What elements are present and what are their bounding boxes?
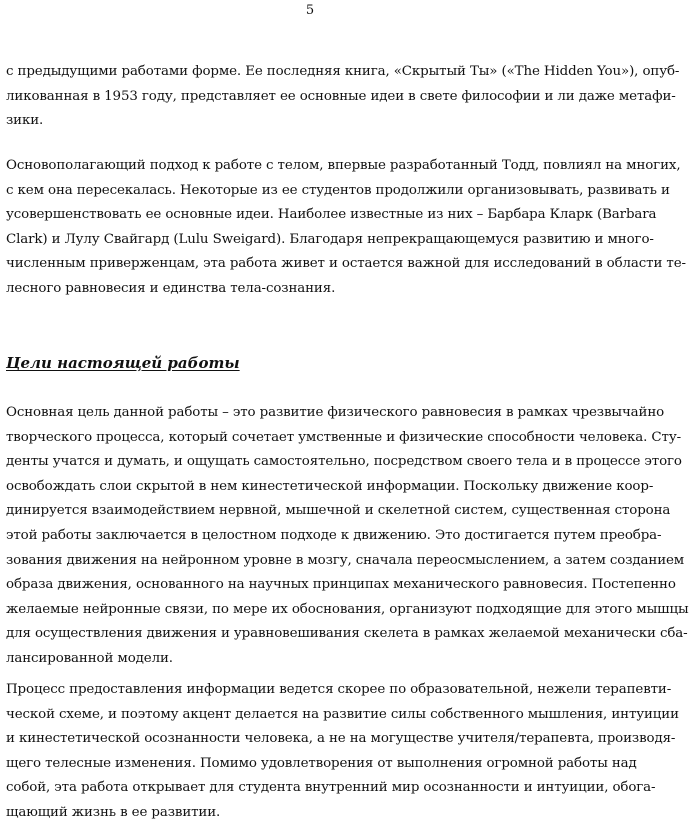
text-line: с кем она пересекалась. Некоторые из ее студентов продолжили организовывать, развивать и xyxy=(6,182,670,198)
section-heading: Цели настоящей работы xyxy=(6,354,240,372)
text-line: освобождать слои скрытой в нем кинестетической информации. Поскольку движение коор- xyxy=(6,478,654,494)
text-line: зования движения на нейронном уровне в мозгу, сначала переосмыслением, а затем созданием xyxy=(6,552,685,568)
text-line: щающий жизнь в ее развитии. xyxy=(6,804,221,820)
text-line: щего телесные изменения. Помимо удовлетворения от выполнения огромной работы над xyxy=(6,755,637,771)
text-line: усовершенствовать ее основные идеи. Наиболее известные из них – Барбара Кларк (Barbara xyxy=(6,207,657,223)
paragraph-4 xyxy=(6,678,679,826)
text-line: для осуществления движения и уравновешивания скелета в рамках желаемой механически сба- xyxy=(6,626,688,642)
text-line: творческого процесса, который сочетает умственные и физические способности человека. Сту- xyxy=(6,429,682,445)
text-line: ликованная в 1953 году, представляет ее основные идеи в свете философии и ли даже метафи- xyxy=(6,88,676,104)
text-line: этой работы заключается в целостном подходе к движению. Это достигается путем преобра- xyxy=(6,527,662,543)
paragraph-2 xyxy=(6,154,686,302)
text-line: ческой схеме, и поэтому акцент делается на развитие силы собственного мышления, интуиции xyxy=(6,706,679,722)
text-line: Clark) и Лулу Свайгард (Lulu Sweigard). Благодаря непрекращающемуся развитию и много- xyxy=(6,231,654,247)
text-line: Основополагающий подход к работе с телом, впервые разработанный Тодд, повлиял на многих, xyxy=(6,158,681,173)
paragraph-1 xyxy=(6,60,680,134)
text-line: лесного равновесия и единства тела-сознания. xyxy=(6,280,336,296)
text-line: динируется взаимодействием нервной, мышечной и скелетной систем, существенная сторона xyxy=(6,503,671,519)
text-line: желаемые нейронные связи, по мере их обоснования, организуют подходящие для этого мышцы xyxy=(6,601,689,617)
text-line: и кинестетической осознанности человека, а не на могуществе учителя/терапевта, производя- xyxy=(6,731,676,747)
text-line: Основная цель данной работы – это развитие физического равновесия в рамках чрезвычайно xyxy=(6,405,665,420)
page-number: 5 xyxy=(305,3,315,18)
text-line: численным приверженцам, эта работа живет и остается важной для исследований в области те- xyxy=(6,256,686,272)
paragraph-3 xyxy=(6,401,689,672)
text-line: собой, эта работа открывает для студента внутренний мир осознанности и интуиции, обога- xyxy=(6,780,656,796)
text-line: образа движения, основанного на научных принципах механического равновесия. Постепенно xyxy=(6,577,676,593)
text-line: лансированной модели. xyxy=(6,650,173,666)
text-line: с предыдущими работами форме. Ее последняя книга, «Скрытый Ты» («The Hidden You»), опуб- xyxy=(6,64,680,79)
text-line: Процесс предоставления информации ведется скорее по образовательной, нежели терапевти- xyxy=(6,682,672,697)
text-line: зики. xyxy=(6,113,44,129)
text-line: денты учатся и думать, и ощущать самостоятельно, посредством своего тела и в процессе этого xyxy=(6,454,682,470)
